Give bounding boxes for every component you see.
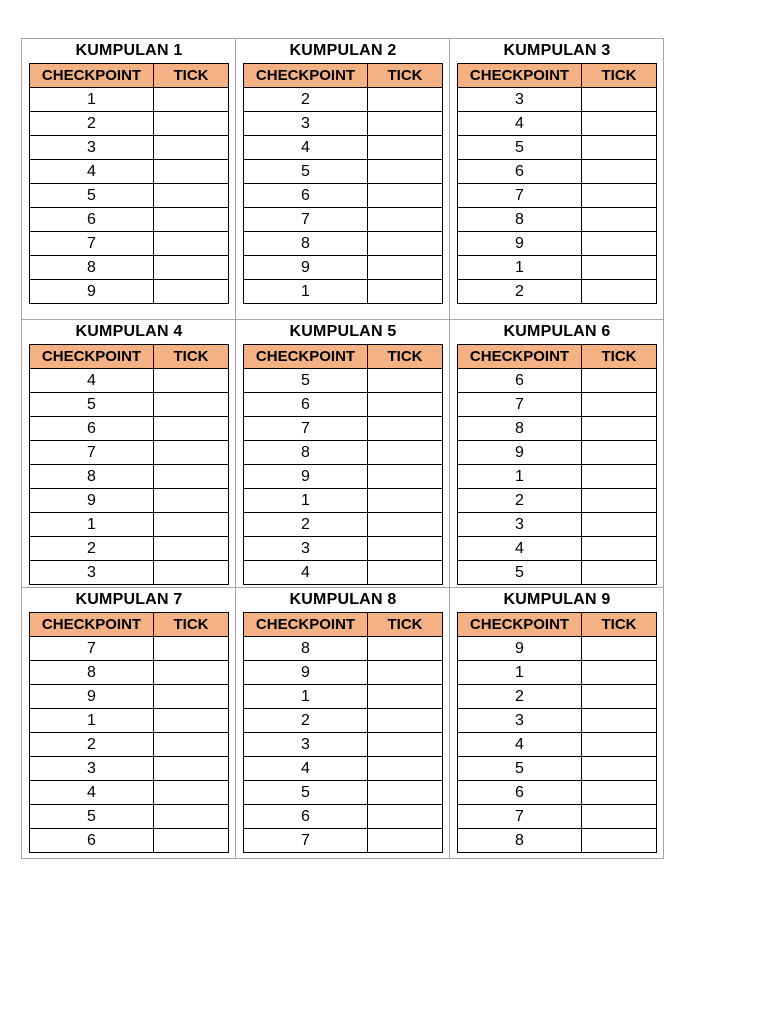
checkpoint-number: 7 <box>244 208 368 232</box>
tick-cell[interactable] <box>368 829 443 853</box>
table-row <box>458 561 657 585</box>
table-row <box>244 733 443 757</box>
tick-cell[interactable] <box>368 513 443 537</box>
tick-cell[interactable] <box>582 757 657 781</box>
checkpoint-table <box>457 612 657 853</box>
checkpoint-number: 6 <box>30 417 154 441</box>
table-row <box>30 256 229 280</box>
checkpoint-number: 2 <box>30 112 154 136</box>
checkpoint-column-header: CHECKPOINT <box>244 345 368 369</box>
checkpoint-number: 2 <box>30 733 154 757</box>
checkpoint-number: 7 <box>30 441 154 465</box>
table-row <box>244 208 443 232</box>
checkpoint-number: 5 <box>30 393 154 417</box>
tick-cell[interactable] <box>582 805 657 829</box>
tick-column-header: TICK <box>154 613 229 637</box>
table-row <box>458 441 657 465</box>
table-row <box>30 489 229 513</box>
table-row <box>458 513 657 537</box>
tick-cell[interactable] <box>368 369 443 393</box>
tick-cell[interactable] <box>368 256 443 280</box>
checkpoint-number: 6 <box>458 160 582 184</box>
checkpoint-column-header: CHECKPOINT <box>30 613 154 637</box>
tick-cell[interactable] <box>368 685 443 709</box>
tick-cell[interactable] <box>368 781 443 805</box>
checkpoint-table <box>457 344 657 585</box>
table-row <box>458 733 657 757</box>
checkpoint-table <box>29 344 229 585</box>
checkpoint-table <box>457 63 657 304</box>
tick-column-header: TICK <box>582 345 657 369</box>
checkpoint-number: 9 <box>458 637 582 661</box>
table-header-row <box>244 64 443 88</box>
tick-cell[interactable] <box>368 709 443 733</box>
checkpoint-column-header: CHECKPOINT <box>30 345 154 369</box>
table-row <box>30 208 229 232</box>
checkpoint-number: 8 <box>30 661 154 685</box>
checkpoint-number: 4 <box>458 112 582 136</box>
tick-cell[interactable] <box>368 393 443 417</box>
checkpoint-number: 8 <box>30 465 154 489</box>
tick-cell[interactable] <box>368 112 443 136</box>
group-title: KUMPULAN 4 <box>75 323 183 340</box>
checkpoint-number: 9 <box>244 465 368 489</box>
tick-cell[interactable] <box>368 661 443 685</box>
checkpoint-number: 1 <box>30 88 154 112</box>
checkpoint-number: 8 <box>458 417 582 441</box>
table-row <box>244 441 443 465</box>
table-row <box>458 280 657 304</box>
checkpoint-number: 6 <box>458 781 582 805</box>
table-row <box>458 661 657 685</box>
group-title: KUMPULAN 7 <box>75 591 183 608</box>
checkpoint-number: 8 <box>30 256 154 280</box>
table-row <box>458 709 657 733</box>
checkpoint-number: 7 <box>30 637 154 661</box>
tick-cell[interactable] <box>154 537 229 561</box>
checkpoint-number: 8 <box>244 637 368 661</box>
table-row <box>30 441 229 465</box>
table-row <box>244 465 443 489</box>
tick-cell[interactable] <box>582 88 657 112</box>
checkpoint-number: 2 <box>244 709 368 733</box>
tick-cell[interactable] <box>582 685 657 709</box>
checkpoint-number: 5 <box>244 781 368 805</box>
checkpoint-number: 7 <box>244 417 368 441</box>
checkpoint-number: 7 <box>458 393 582 417</box>
table-row <box>244 112 443 136</box>
table-row <box>244 685 443 709</box>
checkpoint-number: 6 <box>244 184 368 208</box>
table-row <box>244 417 443 441</box>
tick-cell[interactable] <box>154 513 229 537</box>
checkpoint-number: 4 <box>244 136 368 160</box>
tick-cell[interactable] <box>154 160 229 184</box>
checkpoint-number: 3 <box>244 537 368 561</box>
tick-cell[interactable] <box>368 136 443 160</box>
tick-cell[interactable] <box>368 465 443 489</box>
checkpoint-number: 5 <box>244 369 368 393</box>
table-row <box>244 757 443 781</box>
table-row <box>244 661 443 685</box>
checkpoint-number: 6 <box>244 805 368 829</box>
table-header-row <box>30 345 229 369</box>
tick-cell[interactable] <box>154 805 229 829</box>
tick-cell[interactable] <box>582 232 657 256</box>
table-row <box>244 232 443 256</box>
tick-cell[interactable] <box>154 393 229 417</box>
checkpoint-number: 5 <box>244 160 368 184</box>
table-row <box>30 112 229 136</box>
table-row <box>244 513 443 537</box>
table-row <box>30 88 229 112</box>
checkpoint-number: 2 <box>30 537 154 561</box>
tick-cell[interactable] <box>582 112 657 136</box>
table-row <box>30 537 229 561</box>
checkpoint-number: 5 <box>30 184 154 208</box>
group-title: KUMPULAN 3 <box>503 42 611 59</box>
tick-cell[interactable] <box>154 112 229 136</box>
checkpoint-number: 2 <box>458 280 582 304</box>
checkpoint-number: 8 <box>244 441 368 465</box>
table-row <box>458 489 657 513</box>
checkpoint-number: 4 <box>244 561 368 585</box>
table-row <box>30 513 229 537</box>
table-row <box>458 160 657 184</box>
tick-cell[interactable] <box>154 88 229 112</box>
tick-cell[interactable] <box>582 733 657 757</box>
tick-cell[interactable] <box>582 709 657 733</box>
checkpoint-number: 7 <box>458 184 582 208</box>
group-block-5 <box>236 320 450 588</box>
tick-cell[interactable] <box>154 489 229 513</box>
checkpoint-number: 4 <box>458 537 582 561</box>
table-row <box>458 369 657 393</box>
tick-cell[interactable] <box>582 441 657 465</box>
table-row <box>30 661 229 685</box>
checkpoint-table <box>243 612 443 853</box>
group-block-3 <box>450 39 664 320</box>
table-row <box>244 537 443 561</box>
tick-column-header: TICK <box>154 345 229 369</box>
table-row <box>458 829 657 853</box>
tick-cell[interactable] <box>582 184 657 208</box>
tick-cell[interactable] <box>154 417 229 441</box>
group-title: KUMPULAN 6 <box>503 323 611 340</box>
checkpoint-number: 5 <box>458 757 582 781</box>
checkpoint-number: 1 <box>244 280 368 304</box>
checkpoint-number: 4 <box>30 781 154 805</box>
tick-cell[interactable] <box>154 685 229 709</box>
table-row <box>458 112 657 136</box>
table-row <box>30 369 229 393</box>
checkpoint-number: 3 <box>458 513 582 537</box>
checkpoint-number: 9 <box>458 232 582 256</box>
table-header-row <box>244 613 443 637</box>
checkpoint-number: 3 <box>244 112 368 136</box>
tick-cell[interactable] <box>368 184 443 208</box>
table-row <box>458 232 657 256</box>
table-row <box>30 393 229 417</box>
checkpoint-number: 2 <box>458 685 582 709</box>
table-row <box>458 417 657 441</box>
checkpoint-table <box>29 63 229 304</box>
checkpoint-number: 2 <box>244 88 368 112</box>
table-row <box>458 537 657 561</box>
table-header-row <box>458 613 657 637</box>
table-row <box>30 685 229 709</box>
tick-cell[interactable] <box>582 829 657 853</box>
checkpoint-number: 9 <box>244 256 368 280</box>
table-row <box>244 561 443 585</box>
tick-cell[interactable] <box>368 232 443 256</box>
tick-column-header: TICK <box>582 613 657 637</box>
checkpoint-number: 1 <box>458 465 582 489</box>
tick-cell[interactable] <box>154 136 229 160</box>
table-row <box>244 369 443 393</box>
checkpoint-number: 9 <box>30 685 154 709</box>
group-block-6 <box>450 320 664 588</box>
tick-cell[interactable] <box>582 208 657 232</box>
tick-cell[interactable] <box>582 537 657 561</box>
table-row <box>458 393 657 417</box>
table-row <box>244 709 443 733</box>
tick-cell[interactable] <box>368 280 443 304</box>
tick-cell[interactable] <box>582 561 657 585</box>
checkpoint-number: 5 <box>458 561 582 585</box>
checkpoint-number: 1 <box>458 661 582 685</box>
tick-cell[interactable] <box>368 160 443 184</box>
table-row <box>30 280 229 304</box>
table-header-row <box>30 64 229 88</box>
tick-cell[interactable] <box>368 441 443 465</box>
table-row <box>30 781 229 805</box>
table-row <box>244 280 443 304</box>
checkpoint-column-header: CHECKPOINT <box>30 64 154 88</box>
checkpoint-number: 6 <box>458 369 582 393</box>
group-block-9 <box>450 588 664 859</box>
checkpoint-number: 1 <box>30 513 154 537</box>
table-row <box>30 757 229 781</box>
tick-cell[interactable] <box>582 369 657 393</box>
checkpoint-number: 5 <box>30 805 154 829</box>
table-row <box>30 417 229 441</box>
tick-cell[interactable] <box>582 489 657 513</box>
tick-cell[interactable] <box>582 417 657 441</box>
checkpoint-number: 1 <box>458 256 582 280</box>
table-row <box>30 733 229 757</box>
tick-cell[interactable] <box>582 280 657 304</box>
tick-cell[interactable] <box>582 513 657 537</box>
checkpoint-column-header: CHECKPOINT <box>458 64 582 88</box>
checkpoint-number: 1 <box>244 685 368 709</box>
table-row <box>244 489 443 513</box>
tick-column-header: TICK <box>368 345 443 369</box>
tick-cell[interactable] <box>368 637 443 661</box>
tick-cell[interactable] <box>582 393 657 417</box>
checkpoint-number: 4 <box>30 160 154 184</box>
checkpoint-number: 6 <box>244 393 368 417</box>
group-block-4 <box>22 320 236 588</box>
tick-cell[interactable] <box>582 661 657 685</box>
checkpoint-number: 9 <box>458 441 582 465</box>
group-block-7 <box>22 588 236 859</box>
tick-cell[interactable] <box>154 709 229 733</box>
table-header-row <box>244 345 443 369</box>
table-row <box>244 184 443 208</box>
table-row <box>458 136 657 160</box>
table-row <box>244 637 443 661</box>
tick-cell[interactable] <box>582 465 657 489</box>
group-title: KUMPULAN 2 <box>289 42 397 59</box>
checkpoint-table <box>29 612 229 853</box>
checkpoint-number: 1 <box>244 489 368 513</box>
checkpoint-number: 3 <box>30 136 154 160</box>
table-row <box>458 757 657 781</box>
checkpoint-number: 4 <box>244 757 368 781</box>
checkpoint-sheet <box>21 38 664 859</box>
checkpoint-number: 3 <box>30 757 154 781</box>
table-row <box>244 88 443 112</box>
checkpoint-number: 6 <box>30 208 154 232</box>
checkpoint-number: 8 <box>458 208 582 232</box>
tick-cell[interactable] <box>154 661 229 685</box>
tick-cell[interactable] <box>582 781 657 805</box>
checkpoint-number: 9 <box>244 661 368 685</box>
table-header-row <box>458 345 657 369</box>
checkpoint-column-header: CHECKPOINT <box>458 345 582 369</box>
table-row <box>30 805 229 829</box>
table-row <box>458 256 657 280</box>
table-row <box>30 184 229 208</box>
tick-cell[interactable] <box>582 160 657 184</box>
group-block-8 <box>236 588 450 859</box>
tick-cell[interactable] <box>154 733 229 757</box>
checkpoint-number: 7 <box>30 232 154 256</box>
tick-cell[interactable] <box>154 757 229 781</box>
checkpoint-column-header: CHECKPOINT <box>244 64 368 88</box>
table-row <box>30 561 229 585</box>
tick-cell[interactable] <box>154 781 229 805</box>
tick-cell[interactable] <box>154 256 229 280</box>
table-row <box>458 465 657 489</box>
tick-cell[interactable] <box>154 465 229 489</box>
tick-cell[interactable] <box>368 208 443 232</box>
table-row <box>244 136 443 160</box>
table-row <box>458 685 657 709</box>
group-title: KUMPULAN 9 <box>503 591 611 608</box>
table-row <box>244 160 443 184</box>
table-row <box>458 88 657 112</box>
tick-cell[interactable] <box>368 417 443 441</box>
checkpoint-number: 4 <box>30 369 154 393</box>
checkpoint-number: 9 <box>30 489 154 513</box>
tick-cell[interactable] <box>154 232 229 256</box>
table-row <box>458 637 657 661</box>
group-title: KUMPULAN 8 <box>289 591 397 608</box>
table-row <box>30 160 229 184</box>
tick-cell[interactable] <box>154 280 229 304</box>
group-block-1 <box>22 39 236 320</box>
table-row <box>30 709 229 733</box>
table-row <box>458 184 657 208</box>
tick-cell[interactable] <box>368 88 443 112</box>
table-header-row <box>458 64 657 88</box>
tick-cell[interactable] <box>154 184 229 208</box>
tick-cell[interactable] <box>154 637 229 661</box>
checkpoint-number: 7 <box>458 805 582 829</box>
checkpoint-table <box>243 344 443 585</box>
tick-cell[interactable] <box>368 537 443 561</box>
checkpoint-number: 5 <box>458 136 582 160</box>
checkpoint-number: 3 <box>458 88 582 112</box>
tick-cell[interactable] <box>368 733 443 757</box>
tick-cell[interactable] <box>582 256 657 280</box>
checkpoint-number: 3 <box>244 733 368 757</box>
checkpoint-number: 3 <box>458 709 582 733</box>
tick-cell[interactable] <box>368 757 443 781</box>
table-row <box>458 781 657 805</box>
table-row <box>244 256 443 280</box>
table-row <box>30 465 229 489</box>
checkpoint-number: 2 <box>244 513 368 537</box>
checkpoint-number: 7 <box>244 829 368 853</box>
checkpoint-number: 9 <box>30 280 154 304</box>
checkpoint-number: 8 <box>244 232 368 256</box>
tick-column-header: TICK <box>154 64 229 88</box>
table-row <box>244 805 443 829</box>
table-row <box>244 393 443 417</box>
table-header-row <box>30 613 229 637</box>
table-row <box>244 781 443 805</box>
checkpoint-column-header: CHECKPOINT <box>244 613 368 637</box>
tick-cell[interactable] <box>154 441 229 465</box>
tick-column-header: TICK <box>368 613 443 637</box>
tick-cell[interactable] <box>368 561 443 585</box>
checkpoint-number: 6 <box>30 829 154 853</box>
table-row <box>458 805 657 829</box>
tick-cell[interactable] <box>154 561 229 585</box>
group-title: KUMPULAN 5 <box>289 323 397 340</box>
tick-column-header: TICK <box>368 64 443 88</box>
tick-cell[interactable] <box>368 489 443 513</box>
tick-cell[interactable] <box>154 208 229 232</box>
tick-cell[interactable] <box>154 369 229 393</box>
tick-cell[interactable] <box>582 136 657 160</box>
table-row <box>30 829 229 853</box>
checkpoint-table <box>243 63 443 304</box>
table-row <box>244 829 443 853</box>
checkpoint-number: 2 <box>458 489 582 513</box>
tick-column-header: TICK <box>582 64 657 88</box>
tick-cell[interactable] <box>582 637 657 661</box>
tick-cell[interactable] <box>368 805 443 829</box>
table-row <box>30 637 229 661</box>
table-row <box>30 136 229 160</box>
checkpoint-number: 8 <box>458 829 582 853</box>
checkpoint-column-header: CHECKPOINT <box>458 613 582 637</box>
checkpoint-number: 1 <box>30 709 154 733</box>
table-row <box>30 232 229 256</box>
group-title: KUMPULAN 1 <box>75 42 183 59</box>
group-block-2 <box>236 39 450 320</box>
checkpoint-number: 3 <box>30 561 154 585</box>
table-row <box>458 208 657 232</box>
checkpoint-number: 4 <box>458 733 582 757</box>
tick-cell[interactable] <box>154 829 229 853</box>
